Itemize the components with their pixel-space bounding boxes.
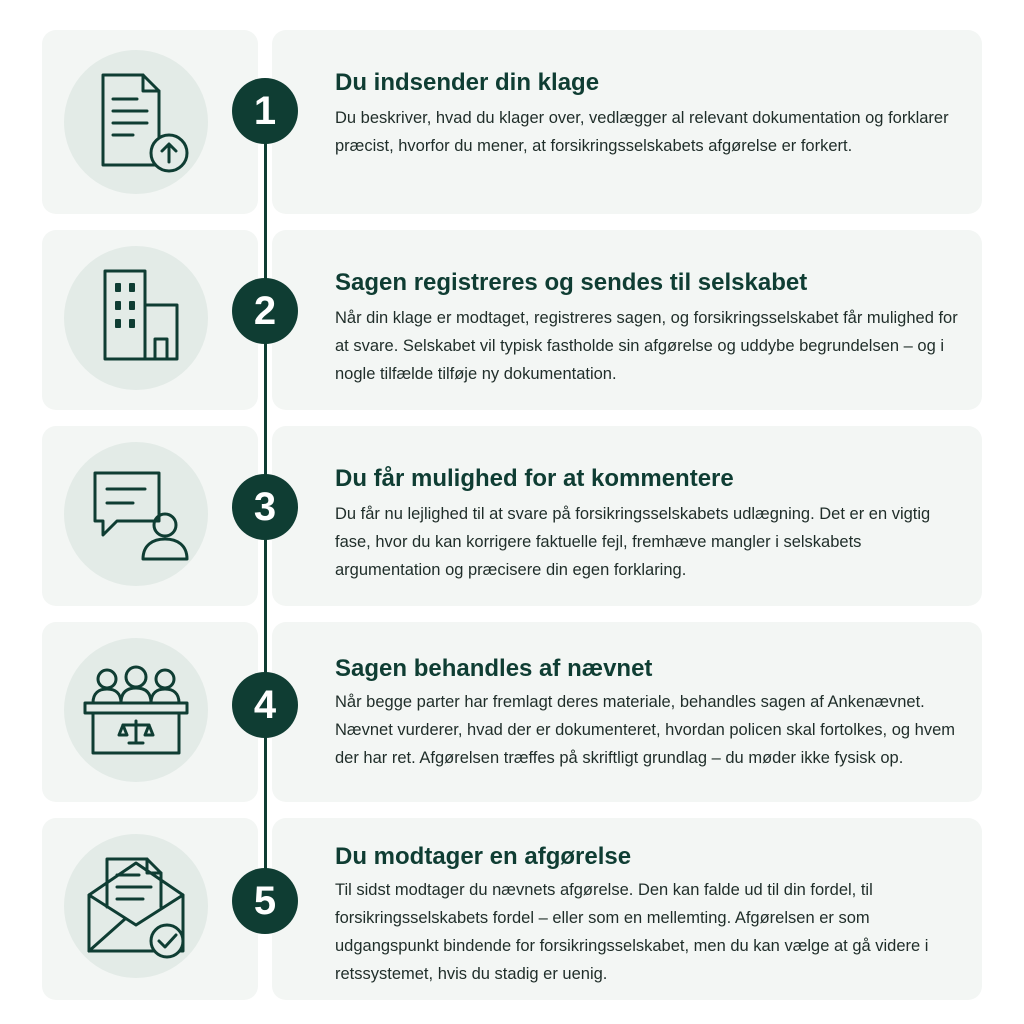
- tribunal-scales-icon: [81, 655, 191, 765]
- step-5-number: 5: [232, 868, 298, 934]
- step-4-title: Sagen behandles af nævnet: [335, 655, 653, 682]
- step-4-icon-circle: [64, 638, 208, 782]
- step-2-number: 2: [232, 278, 298, 344]
- step-2-title: Sagen registreres og sendes til selskabet: [335, 269, 808, 296]
- document-upload-icon: [81, 67, 191, 177]
- step-4-number: 4: [232, 672, 298, 738]
- step-3-icon-circle: [64, 442, 208, 586]
- step-2-body: Når din klage er modtaget, registreres sagen, og forsikringsselskabet får mulighed for at svare. Selskabet vil typisk fastholde sin afgørelse og uddybe begrundelsen – og i nogle tilfælde tilføje ny dokumentation.: [335, 309, 958, 383]
- envelope-check-icon: [81, 851, 191, 961]
- chat-person-icon: [81, 459, 191, 569]
- office-building-icon: [81, 263, 191, 373]
- step-5-title: Du modtager en afgørelse: [335, 843, 632, 870]
- step-3-number: 3: [232, 474, 298, 540]
- step-1-title: Du indsender din klage: [335, 69, 600, 96]
- step-2-icon-circle: [64, 246, 208, 390]
- step-4-body: Når begge parter har fremlagt deres materiale, behandles sagen af Ankenævnet. Nævnet vurderer, hvad der er dokumenteret, hvordan policen skal fortolkes, og hvem der har ret. Afgørelsen træffes på skriftligt grundlag – du møder ikke fysisk op.: [335, 693, 955, 767]
- step-5-icon-circle: [64, 834, 208, 978]
- step-1-body: Du beskriver, hvad du klager over, vedlægger al relevant dokumentation og forklarer præcist, hvorfor du mener, at forsikringsselskabets afgørelse er forkert.: [335, 109, 949, 155]
- step-3-title: Du får mulighed for at kommentere: [335, 465, 734, 492]
- step-3-body: Du får nu lejlighed til at svare på forsikringsselskabets udlægning. Det er en vigtig fase, hvor du kan korrigere faktuelle fejl, fremhæve mangler i selskabets argumentation og præcisere din egen forklaring.: [335, 505, 931, 579]
- step-5-body: Til sidst modtager du nævnets afgørelse. Den kan falde ud til din fordel, til forsikringsselskabets fordel – eller som en mellemting. Afgørelsen er som udgangspunkt bindende for forsikringsselskabet, men du kan vælge at gå videre i retssystemet, hvis du stadig er uenig.: [335, 881, 929, 983]
- step-1-icon-circle: [64, 50, 208, 194]
- step-1-number: 1: [232, 78, 298, 144]
